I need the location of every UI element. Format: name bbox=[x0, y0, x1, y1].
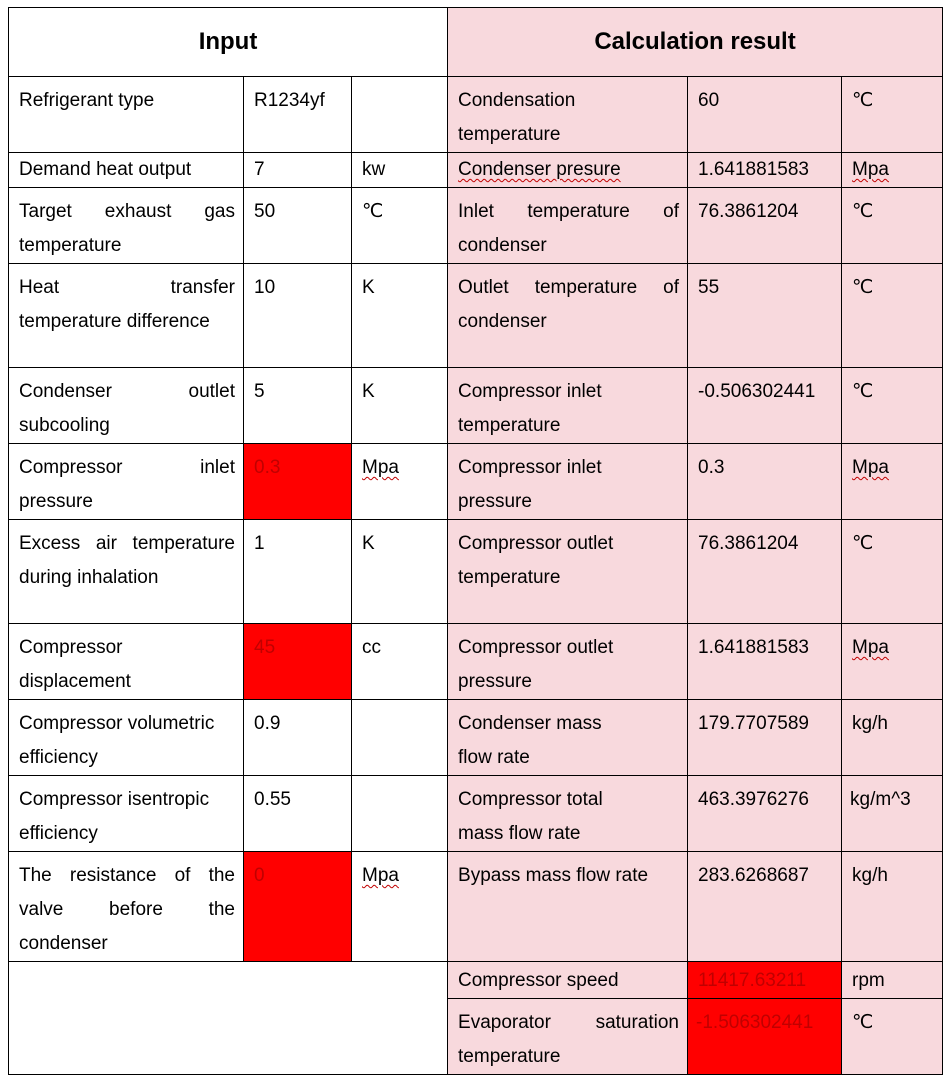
input-value: 1 bbox=[244, 520, 352, 624]
input-label: Compressor isentropic efficiency bbox=[9, 776, 244, 852]
input-unit bbox=[352, 776, 448, 852]
result-value-highlighted: -1.506302441 bbox=[688, 999, 842, 1075]
result-unit: ℃ bbox=[842, 188, 943, 264]
input-unit bbox=[352, 77, 448, 153]
calculation-table bbox=[8, 7, 943, 1075]
result-label: Compressor outlet pressure bbox=[448, 624, 688, 700]
result-unit: ℃ bbox=[842, 264, 943, 368]
input-value: 0.9 bbox=[244, 700, 352, 776]
input-value: 10 bbox=[244, 264, 352, 368]
result-header: Calculation result bbox=[448, 8, 943, 77]
result-label: Compressor speed bbox=[448, 962, 688, 999]
result-value: -0.506302441 bbox=[688, 368, 842, 444]
result-value: 463.3976276 bbox=[688, 776, 842, 852]
result-value: 283.6268687 bbox=[688, 852, 842, 962]
input-label: Demand heat output bbox=[9, 153, 244, 188]
input-unit-text: Mpa bbox=[362, 457, 399, 478]
input-value-highlighted: 0.3 bbox=[244, 444, 352, 520]
input-label: Refrigerant type bbox=[9, 77, 244, 153]
input-value: 5 bbox=[244, 368, 352, 444]
table-row bbox=[9, 852, 943, 962]
input-label: Excess air temperature during inhalation bbox=[9, 520, 244, 624]
input-unit: K bbox=[352, 264, 448, 368]
table-row bbox=[9, 962, 943, 999]
table-row bbox=[9, 77, 943, 153]
result-label: Compressor inlet temperature bbox=[448, 368, 688, 444]
input-value: 50 bbox=[244, 188, 352, 264]
input-unit: ℃ bbox=[352, 188, 448, 264]
input-label: Condenser outlet subcooling bbox=[9, 368, 244, 444]
result-value: 179.7707589 bbox=[688, 700, 842, 776]
result-value: 1.641881583 bbox=[688, 624, 842, 700]
input-unit bbox=[352, 852, 448, 962]
result-value: 60 bbox=[688, 77, 842, 153]
table-row bbox=[9, 520, 943, 624]
result-unit-text: Mpa bbox=[852, 159, 889, 180]
table-row bbox=[9, 776, 943, 852]
result-value: 76.3861204 bbox=[688, 520, 842, 624]
table-row bbox=[9, 188, 943, 264]
input-label: Heat transfer temperature difference bbox=[9, 264, 244, 368]
result-unit: ℃ bbox=[842, 77, 943, 153]
input-unit: K bbox=[352, 520, 448, 624]
result-unit: kg/h bbox=[842, 700, 943, 776]
result-unit: ℃ bbox=[842, 368, 943, 444]
result-label: Outlet temperature of condenser bbox=[448, 264, 688, 368]
input-value-highlighted: 0 bbox=[244, 852, 352, 962]
input-label: Compressor inlet pressure bbox=[9, 444, 244, 520]
result-label: Condenser mass flow rate bbox=[448, 700, 688, 776]
result-value: 0.3 bbox=[688, 444, 842, 520]
table-row bbox=[9, 700, 943, 776]
result-unit: kg/m^3 bbox=[842, 776, 943, 852]
result-label: Bypass mass flow rate bbox=[448, 852, 688, 962]
result-label: Evaporator saturation temperature bbox=[448, 999, 688, 1075]
table-row bbox=[9, 368, 943, 444]
table-row bbox=[9, 264, 943, 368]
result-unit: ℃ bbox=[842, 520, 943, 624]
input-label: Compressor volumetric efficiency bbox=[9, 700, 244, 776]
result-value-highlighted: 11417.63211 bbox=[688, 962, 842, 999]
input-unit: K bbox=[352, 368, 448, 444]
input-label: The resistance of the valve before the condenser bbox=[9, 852, 244, 962]
result-label: Condensation temperature bbox=[448, 77, 688, 153]
input-value-highlighted: 45 bbox=[244, 624, 352, 700]
table-row bbox=[9, 624, 943, 700]
input-value: 7 bbox=[244, 153, 352, 188]
result-label: Compressor total mass flow rate bbox=[448, 776, 688, 852]
result-value: 1.641881583 bbox=[688, 153, 842, 188]
result-unit bbox=[842, 153, 943, 188]
result-label bbox=[448, 153, 688, 188]
input-unit: cc bbox=[352, 624, 448, 700]
result-unit bbox=[842, 624, 943, 700]
result-value: 76.3861204 bbox=[688, 188, 842, 264]
table-row bbox=[9, 153, 943, 188]
result-unit: ℃ bbox=[842, 999, 943, 1075]
result-unit bbox=[842, 444, 943, 520]
input-label: Target exhaust gas temperature bbox=[9, 188, 244, 264]
result-label-text: Condenser presure bbox=[458, 159, 621, 180]
input-unit bbox=[352, 700, 448, 776]
result-unit: kg/h bbox=[842, 852, 943, 962]
result-value: 55 bbox=[688, 264, 842, 368]
empty-input-cell bbox=[9, 962, 448, 1075]
input-unit: kw bbox=[352, 153, 448, 188]
result-unit-text: Mpa bbox=[852, 457, 889, 478]
input-header: Input bbox=[9, 8, 448, 77]
input-value: R1234yf bbox=[244, 77, 352, 153]
table-row bbox=[9, 444, 943, 520]
result-unit-text: Mpa bbox=[852, 637, 889, 658]
result-label: Inlet temperature of condenser bbox=[448, 188, 688, 264]
input-label: Compressor displacement bbox=[9, 624, 244, 700]
input-value: 0.55 bbox=[244, 776, 352, 852]
result-label: Compressor inlet pressure bbox=[448, 444, 688, 520]
input-unit bbox=[352, 444, 448, 520]
result-label: Compressor outlet temperature bbox=[448, 520, 688, 624]
result-unit: rpm bbox=[842, 962, 943, 999]
input-unit-text: Mpa bbox=[362, 865, 399, 886]
